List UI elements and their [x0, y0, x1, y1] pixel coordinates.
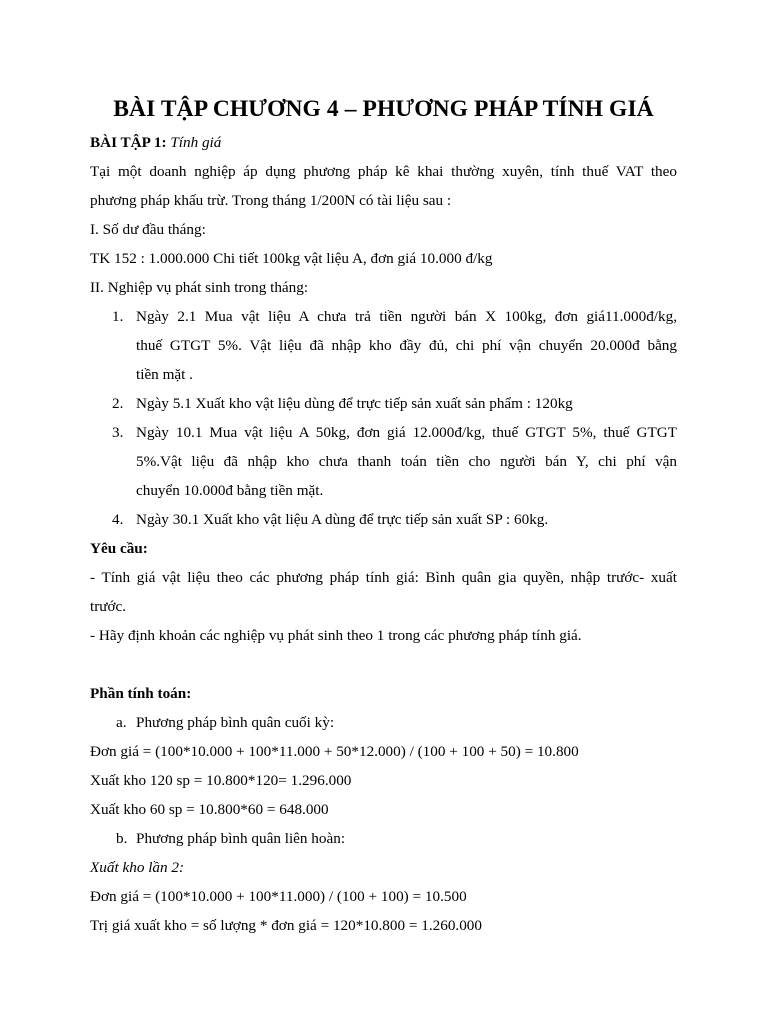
opening-balance-heading: I. Số dư đầu tháng:: [90, 221, 206, 238]
transaction-line: chuyển 10.000đ bằng tiền mặt.: [136, 482, 324, 499]
exercise-heading: [90, 128, 677, 157]
exercise-label: BÀI TẬP 1:: [90, 134, 167, 151]
transaction-line: tiền mặt .: [136, 366, 193, 383]
method-a-line: Xuất kho 120 sp = 10.800*120= 1.296.000: [90, 772, 352, 789]
calculation-heading: Phần tính toán:: [90, 685, 192, 702]
method-b-heading: [90, 824, 677, 853]
transaction-line: Ngày 2.1 Mua vật liệu A chưa trả tiền người bán X 100kg, đơn giá11.000đ/kg,: [136, 308, 677, 325]
transaction-item: [90, 302, 677, 389]
method-b-line: Trị giá xuất kho = số lượng * đơn giá = 120*10.800 = 1.260.000: [90, 917, 482, 934]
requirement-line: - Tính giá vật liệu theo các phương pháp tính giá: Bình quân gia quyền, nhập trước- xuất: [90, 569, 677, 586]
method-a-letter: a.: [116, 714, 127, 731]
transaction-number: 1.: [112, 308, 124, 325]
requirements-heading: Yêu cầu:: [90, 540, 148, 557]
requirement-line: - Hãy định khoản các nghiệp vụ phát sinh theo 1 trong các phương pháp tính giá.: [90, 627, 582, 644]
transactions-heading: II. Nghiệp vụ phát sinh trong tháng:: [90, 279, 309, 296]
method-a-label: Phương pháp bình quân cuối kỳ:: [136, 714, 335, 731]
transaction-line: Ngày 30.1 Xuất kho vật liệu A dùng để trực tiếp sản xuất SP : 60kg.: [136, 511, 549, 528]
transaction-line: Ngày 5.1 Xuất kho vật liệu dùng để trực tiếp sản xuất sản phẩm : 120kg: [136, 395, 573, 412]
opening-balance-line: TK 152 : 1.000.000 Chi tiết 100kg vật liệu A, đơn giá 10.000 đ/kg: [90, 250, 493, 267]
transaction-item: [90, 418, 677, 505]
method-a-line: Đơn giá = (100*10.000 + 100*11.000 + 50*12.000) / (100 + 100 + 50) = 10.800: [90, 743, 579, 760]
method-a-heading: [90, 708, 677, 737]
exercise-name: Tính giá: [170, 134, 222, 151]
transaction-item: [90, 505, 677, 534]
method-b-line: Đơn giá = (100*10.000 + 100*11.000) / (100 + 100) = 10.500: [90, 888, 467, 905]
method-a-line: Xuất kho 60 sp = 10.800*60 = 648.000: [90, 801, 329, 818]
transaction-number: 4.: [112, 511, 124, 528]
intro-line: Tại một doanh nghiệp áp dụng phương pháp kê khai thường xuyên, tính thuế VAT theo: [90, 163, 677, 180]
transaction-number: 3.: [112, 424, 124, 441]
spacer: [90, 650, 677, 679]
intro-line: phương pháp khấu trừ. Trong tháng 1/200N có tài liệu sau :: [90, 192, 452, 209]
document-title: BÀI TẬP CHƯƠNG 4 – PHƯƠNG PHÁP TÍNH GIÁ: [113, 96, 654, 122]
transaction-line: 5%.Vật liệu đã nhập kho chưa thanh toán tiền cho người bán Y, chi phí vận: [136, 453, 677, 470]
transaction-item: [90, 389, 677, 418]
requirement-line: trước.: [90, 598, 127, 615]
transaction-line: thuế GTGT 5%. Vật liệu đã nhập kho đầy đủ, chi phí vận chuyển 20.000đ bằng: [136, 337, 677, 354]
method-b-subheading: Xuất kho lần 2:: [90, 859, 185, 876]
transaction-number: 2.: [112, 395, 124, 412]
method-b-label: Phương pháp bình quân liên hoàn:: [136, 830, 346, 847]
transaction-line: Ngày 10.1 Mua vật liệu A 50kg, đơn giá 12.000đ/kg, thuế GTGT 5%, thuế GTGT: [136, 424, 677, 441]
method-b-letter: b.: [116, 830, 128, 847]
